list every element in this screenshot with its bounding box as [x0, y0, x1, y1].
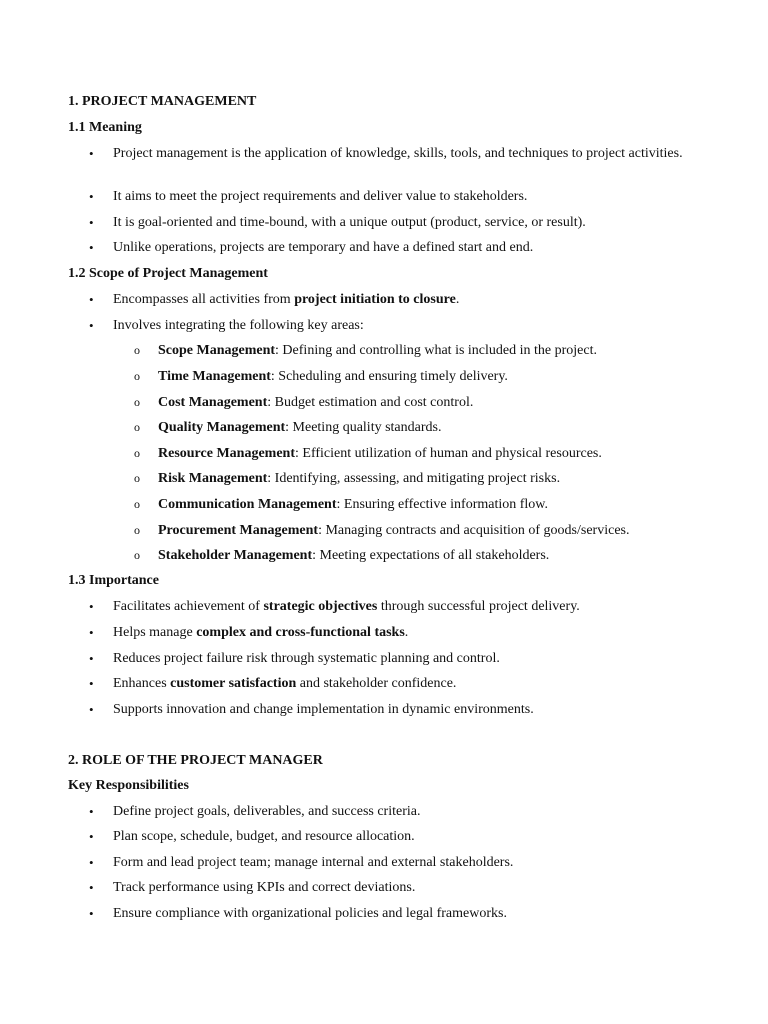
bullet-marker: • [89, 829, 94, 844]
bullet-marker: • [89, 189, 94, 204]
area-communication-management: o Communication Management: Ensuring effective information flow. [134, 497, 548, 512]
responsibility-bullet-3: • Form and lead project team; manage internal and external stakeholders. [89, 855, 514, 870]
area-quality-management: o Quality Management: Meeting quality standards. [134, 420, 442, 435]
bullet-marker: • [89, 804, 94, 819]
scope-bullet-2: • Involves integrating the following key areas: [89, 318, 364, 333]
area-resource-management: o Resource Management: Efficient utilization of human and physical resources. [134, 446, 602, 461]
meaning-bullet-1: • Project management is the application of knowledge, skills, tools, and techniques to project activities. [89, 146, 683, 161]
bullet-marker: • [89, 599, 94, 614]
bullet-marker: • [89, 855, 94, 870]
bullet-marker: • [89, 625, 94, 640]
bullet-marker: • [89, 215, 94, 230]
importance-bullet-4: • Enhances customer satisfaction and stakeholder confidence. [89, 676, 457, 691]
responsibility-bullet-5: • Ensure compliance with organizational policies and legal frameworks. [89, 906, 507, 921]
scope-bullet-1: • Encompasses all activities from project initiation to closure. [89, 292, 460, 307]
scope-heading: 1.2 Scope of Project Management [68, 266, 268, 281]
area-procurement-management: o Procurement Management: Managing contracts and acquisition of goods/services. [134, 523, 630, 538]
bullet-marker: • [89, 318, 94, 333]
sub-bullet-marker: o [134, 446, 140, 460]
area-risk-management: o Risk Management: Identifying, assessing, and mitigating project risks. [134, 471, 561, 486]
bullet-marker: • [89, 906, 94, 921]
area-time-management: o Time Management: Scheduling and ensuring timely delivery. [134, 369, 508, 384]
bullet-marker: • [89, 240, 94, 255]
sub-bullet-marker: o [134, 420, 140, 434]
importance-bullet-2: • Helps manage complex and cross-functional tasks. [89, 625, 409, 640]
sub-bullet-marker: o [134, 395, 140, 409]
sub-bullet-marker: o [134, 497, 140, 511]
section-2-title: 2. ROLE OF THE PROJECT MANAGER [68, 753, 323, 768]
area-scope-management: o Scope Management: Defining and controlling what is included in the project. [134, 343, 597, 358]
bullet-marker: • [89, 292, 94, 307]
meaning-bullet-3: • It is goal-oriented and time-bound, with a unique output (product, service, or result). [89, 215, 586, 230]
bullet-marker: • [89, 676, 94, 691]
importance-bullet-1: • Facilitates achievement of strategic objectives through successful project delivery. [89, 599, 580, 614]
sub-bullet-marker: o [134, 471, 140, 485]
sub-bullet-marker: o [134, 343, 140, 357]
bullet-marker: • [89, 651, 94, 666]
importance-bullet-5: • Supports innovation and change implementation in dynamic environments. [89, 702, 534, 717]
responsibilities-heading: Key Responsibilities [68, 778, 189, 793]
responsibility-bullet-1: • Define project goals, deliverables, and success criteria. [89, 804, 421, 819]
bullet-marker: • [89, 702, 94, 717]
area-cost-management: o Cost Management: Budget estimation and cost control. [134, 395, 474, 410]
importance-heading: 1.3 Importance [68, 573, 159, 588]
area-stakeholder-management: o Stakeholder Management: Meeting expectations of all stakeholders. [134, 548, 550, 563]
sub-bullet-marker: o [134, 523, 140, 537]
bullet-marker: • [89, 146, 94, 161]
meaning-heading: 1.1 Meaning [68, 120, 142, 135]
sub-bullet-marker: o [134, 548, 140, 562]
bullet-marker: • [89, 880, 94, 895]
responsibility-bullet-2: • Plan scope, schedule, budget, and resource allocation. [89, 829, 415, 844]
importance-bullet-3: • Reduces project failure risk through systematic planning and control. [89, 651, 500, 666]
responsibility-bullet-4: • Track performance using KPIs and correct deviations. [89, 880, 416, 895]
meaning-bullet-2: • It aims to meet the project requirements and deliver value to stakeholders. [89, 189, 528, 204]
section-1-title: 1. PROJECT MANAGEMENT [68, 94, 257, 109]
sub-bullet-marker: o [134, 369, 140, 383]
meaning-bullet-4: • Unlike operations, projects are temporary and have a defined start and end. [89, 240, 534, 255]
